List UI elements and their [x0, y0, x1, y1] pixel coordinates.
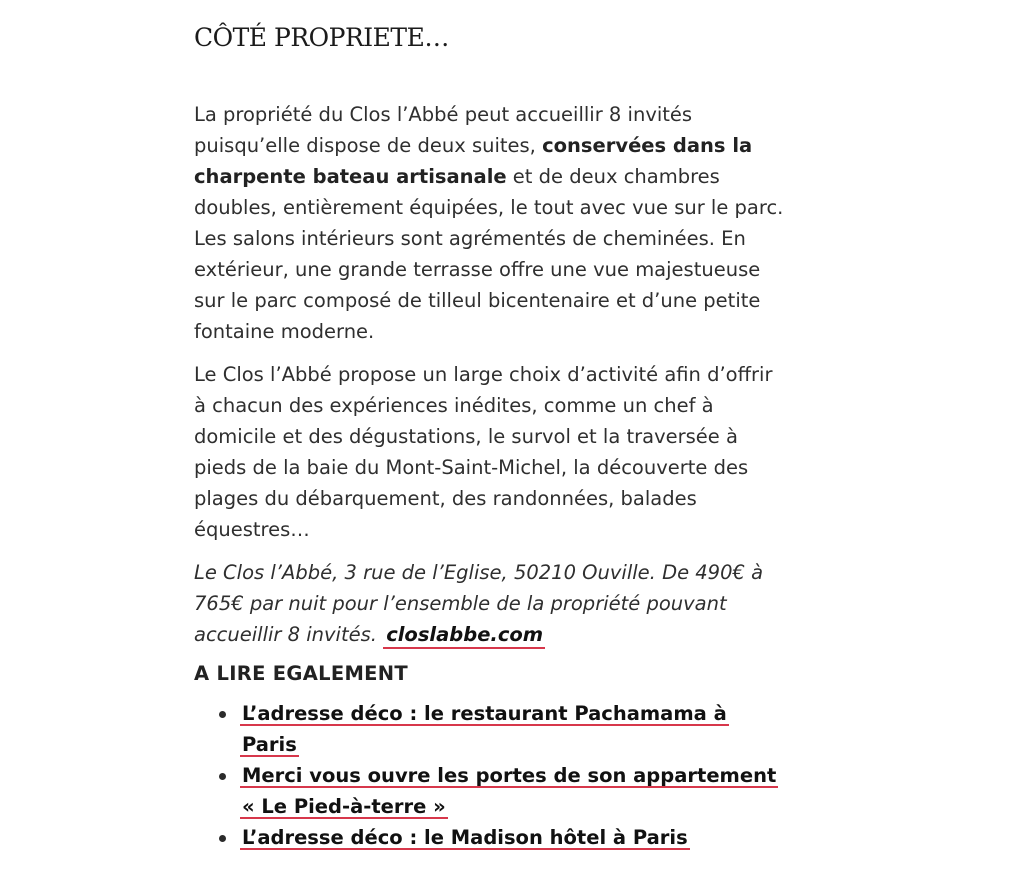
related-articles-list	[194, 698, 784, 853]
also-read-heading: A LIRE EGALEMENT	[194, 662, 408, 685]
paragraph-activities: Le Clos l’Abbé propose un large choix d’activité afin d’offrir à chacun des expériences inédites, comme un chef à domicile et des dégustations, le survol et la traversée à pieds de la baie du Mont-Saint-Michel, la découverte des plages du débarquement, des randonnées, balades équestres…	[194, 363, 773, 541]
bullet-icon	[219, 835, 226, 842]
bullet-icon	[219, 773, 226, 780]
paragraph-property-text-before: La propriété du Clos l’Abbé peut accueillir 8 invités puisqu’elle dispose de deux suites,	[194, 103, 693, 157]
property-info-text: Le Clos l’Abbé, 3 rue de l’Eglise, 50210 Ouville. De 490€ à 765€ par nuit pour l’ensemble de la propriété pouvant accueillir 8 invités.	[194, 561, 764, 646]
related-article-link-madison[interactable]	[240, 826, 690, 850]
list-item	[194, 822, 784, 853]
article-body	[194, 0, 784, 853]
website-link[interactable]: closlabbe.com	[383, 623, 545, 649]
paragraph-property-text-after: et de deux chambres doubles, entièrement équipées, le tout avec vue sur le parc. Les salons intérieurs sont agrémentés de cheminées. En extérieur, une grande terrasse offre une vue majestueuse sur le parc composé de tilleul bicentenaire et d’une petite fontaine moderne.	[194, 165, 784, 343]
related-article-label: Merci vous ouvre les portes de son appartement « Le Pied-à-terre »	[242, 764, 777, 818]
related-article-label: L’adresse déco : le Madison hôtel à Paris	[242, 826, 688, 849]
paragraph-property	[194, 99, 784, 347]
list-item	[194, 698, 784, 760]
paragraph-property-highlight: conservées dans la charpente bateau artisanale	[194, 134, 753, 188]
property-info	[194, 557, 784, 650]
bullet-icon	[219, 711, 226, 718]
section-title: CÔTÉ PROPRIETE…	[194, 23, 449, 52]
related-article-link-merci[interactable]	[240, 764, 778, 819]
list-item	[194, 760, 784, 822]
related-article-label: L’adresse déco : le restaurant Pachamama à Paris	[242, 702, 727, 756]
related-article-link-pachamama[interactable]	[240, 702, 729, 757]
